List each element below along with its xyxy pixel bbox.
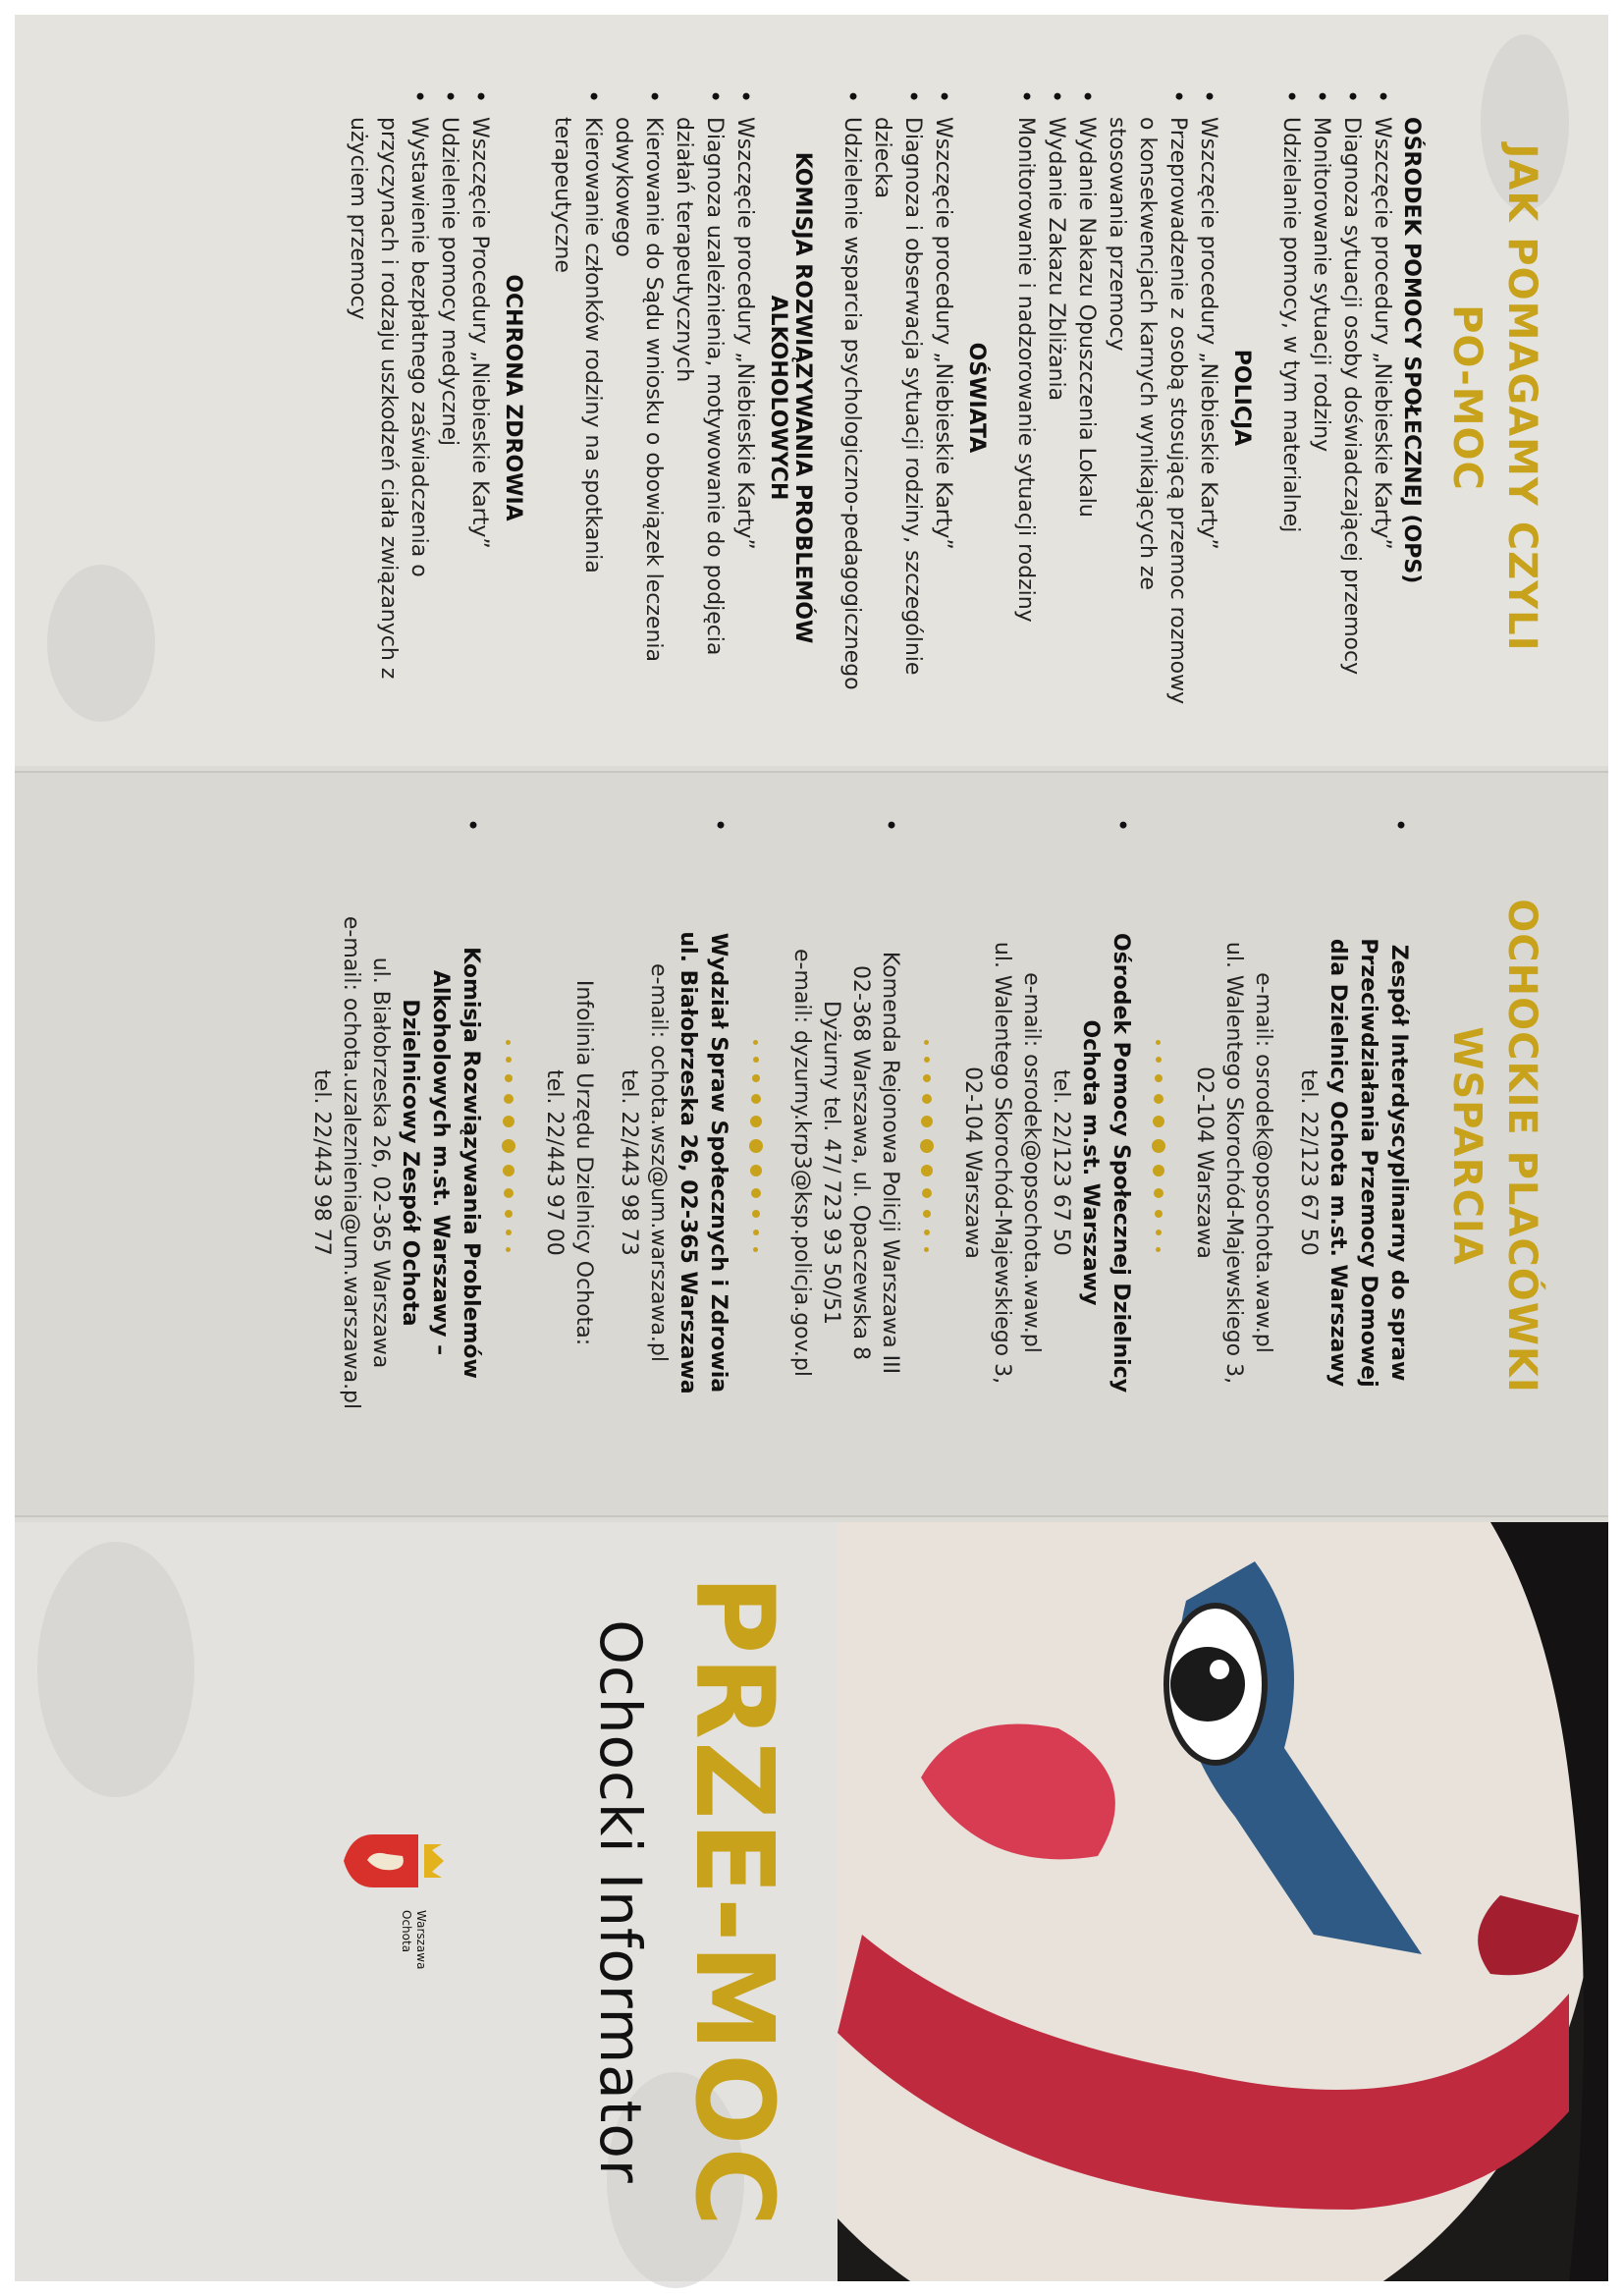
divider-dot [920, 1139, 934, 1153]
section-item-list [1010, 83, 1223, 712]
dot-divider [733, 812, 779, 1480]
panel-support-centers [15, 771, 1608, 1517]
center-contact-line: Infolinia Urzędu Dzielnicy Ochota: [571, 979, 596, 1346]
center-contact-line: tel. 22/443 98 77 [309, 1069, 334, 1256]
list-item: • Kierowanie członków rodziny na spotkania terapeutyczne [547, 83, 608, 712]
center-contact-line: • Komenda Rejonowa Policji Warszawa III [878, 951, 902, 1375]
center-contact-line: Dyżurny tel. 47/ 723 93 50/51 [819, 1000, 843, 1326]
center-contact-line: e-mail: dyzurny.krp3@ksp.policja.gov.pl [789, 948, 814, 1377]
divider-dot [507, 1247, 512, 1252]
divider-dot [923, 1074, 931, 1082]
divider-dot [504, 1188, 514, 1198]
center-contact-line: ul. Białobrzeska 26, 02-365 Warszawa [368, 957, 393, 1369]
center-name-line: Przeciwdziałania Przemocy Domowej [1356, 938, 1380, 1388]
grunge-stain [47, 565, 155, 722]
center-name-line: dla Dzielnicy Ochota m.st. Warszawy [1325, 938, 1350, 1388]
divider-dot [750, 1165, 762, 1176]
divider-dot [1155, 1210, 1163, 1218]
center-contact-line: 02-104 Warszawa [960, 1066, 985, 1259]
support-center-entry [786, 812, 904, 1480]
support-center-entry [1189, 812, 1414, 1480]
center-contact-line: tel. 22/443 97 00 [542, 1069, 567, 1256]
divider-dot [925, 1247, 930, 1252]
cover-title-block [587, 1522, 797, 2281]
center-name-line: Dzielnicowy Zespół Ochota [398, 999, 422, 1327]
crest-label-line: Ochota [400, 1910, 413, 1953]
section-item-list [343, 83, 495, 712]
support-center-entry [306, 812, 486, 1480]
help-sections [343, 83, 1424, 712]
list-item: • Udzielenie pomocy medycznej [434, 83, 464, 712]
list-item: • Diagnoza sytuacji osoby doświadczającej przemocy [1336, 83, 1367, 712]
divider-dot [503, 1165, 514, 1176]
center-contact-line: e-mail: ochota.wsz@um.warszawa.pl [646, 962, 671, 1362]
section-heading: OŚRODEK POMOCY SPOŁECZNEJ (OPS) [1399, 117, 1424, 584]
brand-title: PRZE-MOC [672, 1574, 797, 2229]
clown-face-photo [838, 1522, 1608, 2281]
support-center-entry [539, 812, 733, 1480]
center-contact-line: e-mail: ochota.uzaleznienia@um.warszawa.pl [339, 915, 363, 1410]
divider-dot [502, 1139, 515, 1153]
divider-dot [1153, 1165, 1164, 1176]
list-item: • Diagnoza i obserwacja sytuacji rodziny, szczególnie dziecka [867, 83, 928, 712]
center-contact-line: tel. 22/123 67 50 [1296, 1069, 1321, 1256]
divider-dot [922, 1188, 932, 1198]
list-item: • Kierowanie do Sądu wniosku o obowiązek leczenia odwykowego [608, 83, 669, 712]
support-centers-content [298, 812, 1549, 1480]
divider-dot [921, 1165, 933, 1176]
list-item: • Wszczęcie procedury „Niebieskie Karty” [1367, 83, 1397, 712]
divider-dot [1156, 1057, 1162, 1063]
center-contact-line: tel. 22/123 67 50 [1049, 1069, 1073, 1256]
divider-dot [506, 1230, 512, 1235]
divider-dot [507, 1040, 512, 1045]
panel-how-we-help [15, 15, 1608, 766]
divider-dot [1157, 1247, 1162, 1252]
list-item: • Wszczęcie procedury „Niebieskie Karty” [928, 83, 958, 712]
dot-divider [1136, 812, 1181, 1480]
title-line: OCHOCKIE PLACÓWKI [1499, 899, 1544, 1394]
line-gap [598, 846, 614, 1480]
crest-label [399, 1910, 428, 1969]
clown-face-illustration [838, 1522, 1608, 2281]
list-item: • Wszczęcie procedury „Niebieskie Karty” [730, 83, 760, 712]
section-item-list [837, 83, 958, 712]
center-contact-line: tel. 22/443 98 73 [617, 1069, 641, 1256]
divider-dot [921, 1116, 933, 1127]
line-gap [1277, 846, 1293, 1480]
center-name-line: • Wydział Spraw Społecznych i Zdrowia [706, 932, 730, 1394]
divider-dot [752, 1210, 760, 1218]
divider-dot [1154, 1094, 1163, 1104]
divider-dot [754, 1247, 759, 1252]
how-we-help-title [1439, 83, 1549, 712]
panel-cover [15, 1522, 1608, 2281]
dot-divider [904, 812, 949, 1480]
divider-dot [753, 1057, 759, 1063]
brand-subtitle: Ochocki Informator [587, 1619, 654, 2184]
list-item: • Wszczęcie Procedury „Niebieskie Karty” [464, 83, 495, 712]
divider-dot [750, 1116, 762, 1127]
crest-label-line: Warszawa [414, 1910, 428, 1970]
title-line: WSPARCIA [1444, 1026, 1489, 1266]
section-item-list [547, 83, 760, 712]
divider-dot [1157, 1040, 1162, 1045]
leaflet-sheet [15, 15, 1608, 2281]
center-name-line: ul. Białobrzeska 26, 02-365 Warszawa [676, 931, 700, 1394]
divider-dot [751, 1094, 761, 1104]
crest-icon [342, 1817, 450, 1905]
divider-dot [752, 1074, 760, 1082]
section-heading: KOMISJA ROZWIĄZYWANIA PROBLEMÓW ALKOHOLOWYCH [766, 151, 815, 644]
list-item: • Wydanie Nakazu Opuszczenia Lokalu [1071, 83, 1102, 712]
center-contact-line: ul. Walentego Skorochód-Majewskiego 3, [1221, 941, 1246, 1385]
divider-dot [1155, 1074, 1163, 1082]
title-line: PO-MOC [1444, 304, 1489, 491]
divider-dot [925, 1040, 930, 1045]
support-center-entry [957, 812, 1136, 1480]
divider-dot [749, 1139, 763, 1153]
grunge-stain [37, 1542, 194, 1797]
center-name-line: Ochota m.st. Warszawy [1078, 1019, 1103, 1306]
divider-dot [924, 1230, 930, 1235]
divider-dot [505, 1074, 513, 1082]
center-name-line: • Komisja Rozwiązywania Problemów [459, 947, 483, 1379]
center-name-line: • Ośrodek Pomocy Społecznej Dzielnicy [1109, 932, 1133, 1394]
divider-dot [924, 1057, 930, 1063]
list-item: • Wydanie Zakazu Zbliżania [1041, 83, 1071, 712]
divider-dot [922, 1094, 932, 1104]
list-item: • Wystawienie bezpłatnego zaświadczenia o przyczynach i rodzaju uszkodzeń ciała związanych z użyciem przemocy [343, 83, 434, 712]
list-item: • Monitorowanie i nadzorowanie sytuacji rodziny [1010, 83, 1041, 712]
section-heading: POLICJA [1229, 349, 1254, 447]
list-item: • Wszczęcie procedury „Niebieskie Karty” [1193, 83, 1223, 712]
support-centers-title [1439, 812, 1549, 1480]
list-item: • Przeprowadzenie z osobą stosującą przemoc rozmowy o konsekwencjach karnych wynikających ze stosowania przemocy [1102, 83, 1193, 712]
list-item: • Monitorowanie sytuacji rodziny [1306, 83, 1336, 712]
how-we-help-content [343, 83, 1549, 712]
title-line: JAK POMAGAMY CZYLI [1499, 143, 1544, 652]
divider-dot [1154, 1188, 1163, 1198]
center-name-line: Alkoholowych m.st. Warszawy – [428, 969, 453, 1356]
support-center-list [306, 812, 1414, 1480]
center-name-line: • Zespół Interdyscyplinarny do spraw [1386, 944, 1411, 1382]
list-item: • Diagnoza uzależnienia, motywowanie do podjęcia działań terapeutycznych [669, 83, 730, 712]
center-contact-line: e-mail: osrodek@opsochota.waw.pl [1251, 972, 1275, 1353]
center-contact-line: e-mail: osrodek@opsochota.waw.pl [1019, 972, 1044, 1353]
divider-dot [753, 1230, 759, 1235]
center-contact-line: ul. Walentego Skorochód-Majewskiego 3, [990, 941, 1014, 1385]
divider-dot [506, 1057, 512, 1063]
divider-dot [1152, 1139, 1165, 1153]
divider-dot [754, 1040, 759, 1045]
divider-dot [505, 1210, 513, 1218]
warszawa-ochota-logo [332, 1817, 450, 2013]
center-contact-line: 02-104 Warszawa [1192, 1066, 1217, 1259]
list-item: • Udzielenie wsparcia psychologiczno-pedagogicznego [837, 83, 867, 712]
divider-dot [1156, 1230, 1162, 1235]
divider-dot [1153, 1116, 1164, 1127]
section-item-list [1275, 83, 1397, 712]
center-contact-line: 02-368 Warszawa, ul. Opaczewska 8 [848, 964, 873, 1360]
divider-dot [923, 1210, 931, 1218]
section-heading: OCHRONA ZDROWIA [501, 274, 525, 521]
divider-dot [504, 1094, 514, 1104]
divider-dot [503, 1116, 514, 1127]
dot-divider [486, 812, 531, 1480]
section-heading: OŚWIATA [964, 342, 989, 454]
divider-dot [751, 1188, 761, 1198]
list-item: • Udzielanie pomocy, w tym materialnej [1275, 83, 1306, 712]
